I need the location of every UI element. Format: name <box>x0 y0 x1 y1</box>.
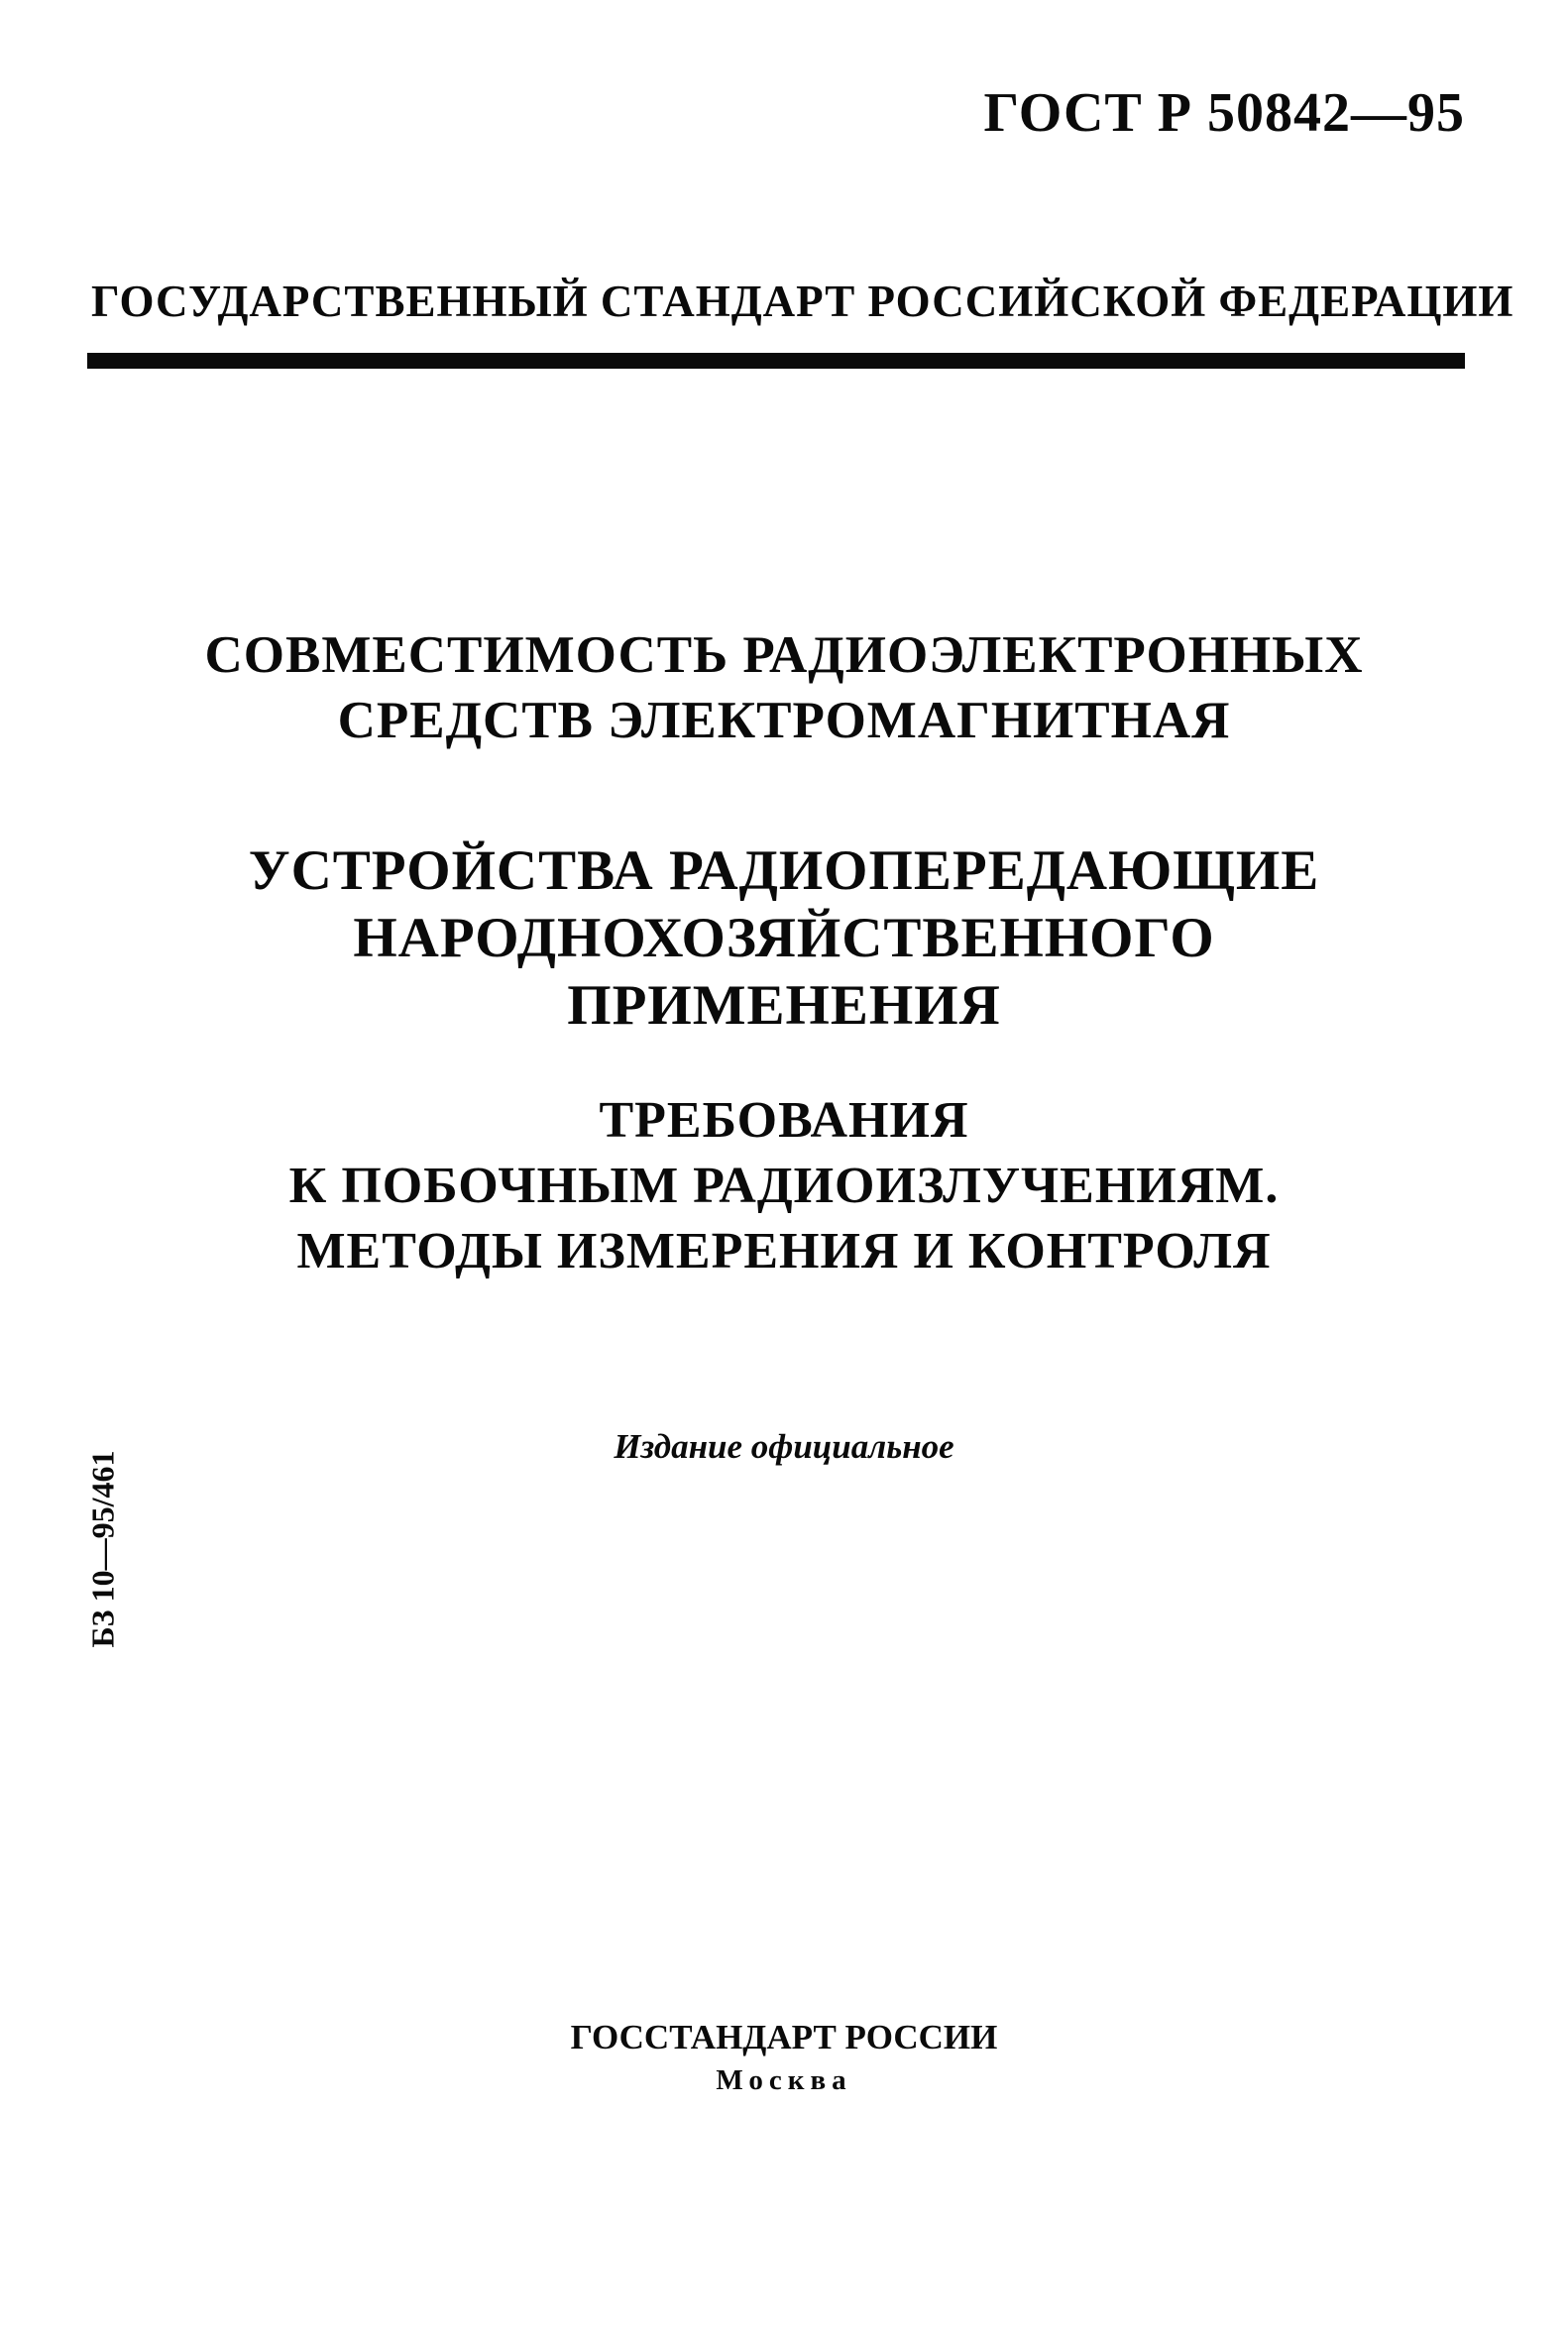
subtitle-line: НАРОДНОХОЗЯЙСТВЕННОГО <box>353 907 1215 969</box>
main-title-line: СОВМЕСТИМОСТЬ РАДИОЭЛЕКТРОННЫХ <box>204 626 1364 684</box>
subtitle-line: ПРИМЕНЕНИЯ <box>567 974 1001 1037</box>
requirements-title <box>0 1088 1568 1284</box>
subtitle-line: УСТРОЙСТВА РАДИОПЕРЕДАЮЩИЕ <box>248 839 1320 902</box>
subtitle <box>0 837 1568 1040</box>
publisher: ГОССТАНДАРТ РОССИИ <box>570 2018 998 2056</box>
side-code-container <box>77 1405 129 1693</box>
standard-header: ГОСУДАРСТВЕННЫЙ СТАНДАРТ РОССИЙСКОЙ ФЕДЕРАЦИИ <box>91 277 1514 326</box>
main-title <box>0 622 1568 753</box>
header-divider <box>87 353 1465 369</box>
main-title-line: СРЕДСТВ ЭЛЕКТРОМАГНИТНАЯ <box>337 692 1231 749</box>
requirements-title-line: К ПОБОЧНЫМ РАДИОИЗЛУЧЕНИЯМ. <box>288 1158 1280 1214</box>
edition-label: Издание официальное <box>614 1427 954 1466</box>
side-code: БЗ 10—95/461 <box>84 1450 121 1648</box>
publisher-city: Москва <box>716 2064 852 2096</box>
requirements-title-line: МЕТОДЫ ИЗМЕРЕНИЯ И КОНТРОЛЯ <box>296 1223 1272 1279</box>
standard-code: ГОСТ Р 50842—95 <box>983 82 1465 144</box>
requirements-title-line: ТРЕБОВАНИЯ <box>599 1092 969 1149</box>
